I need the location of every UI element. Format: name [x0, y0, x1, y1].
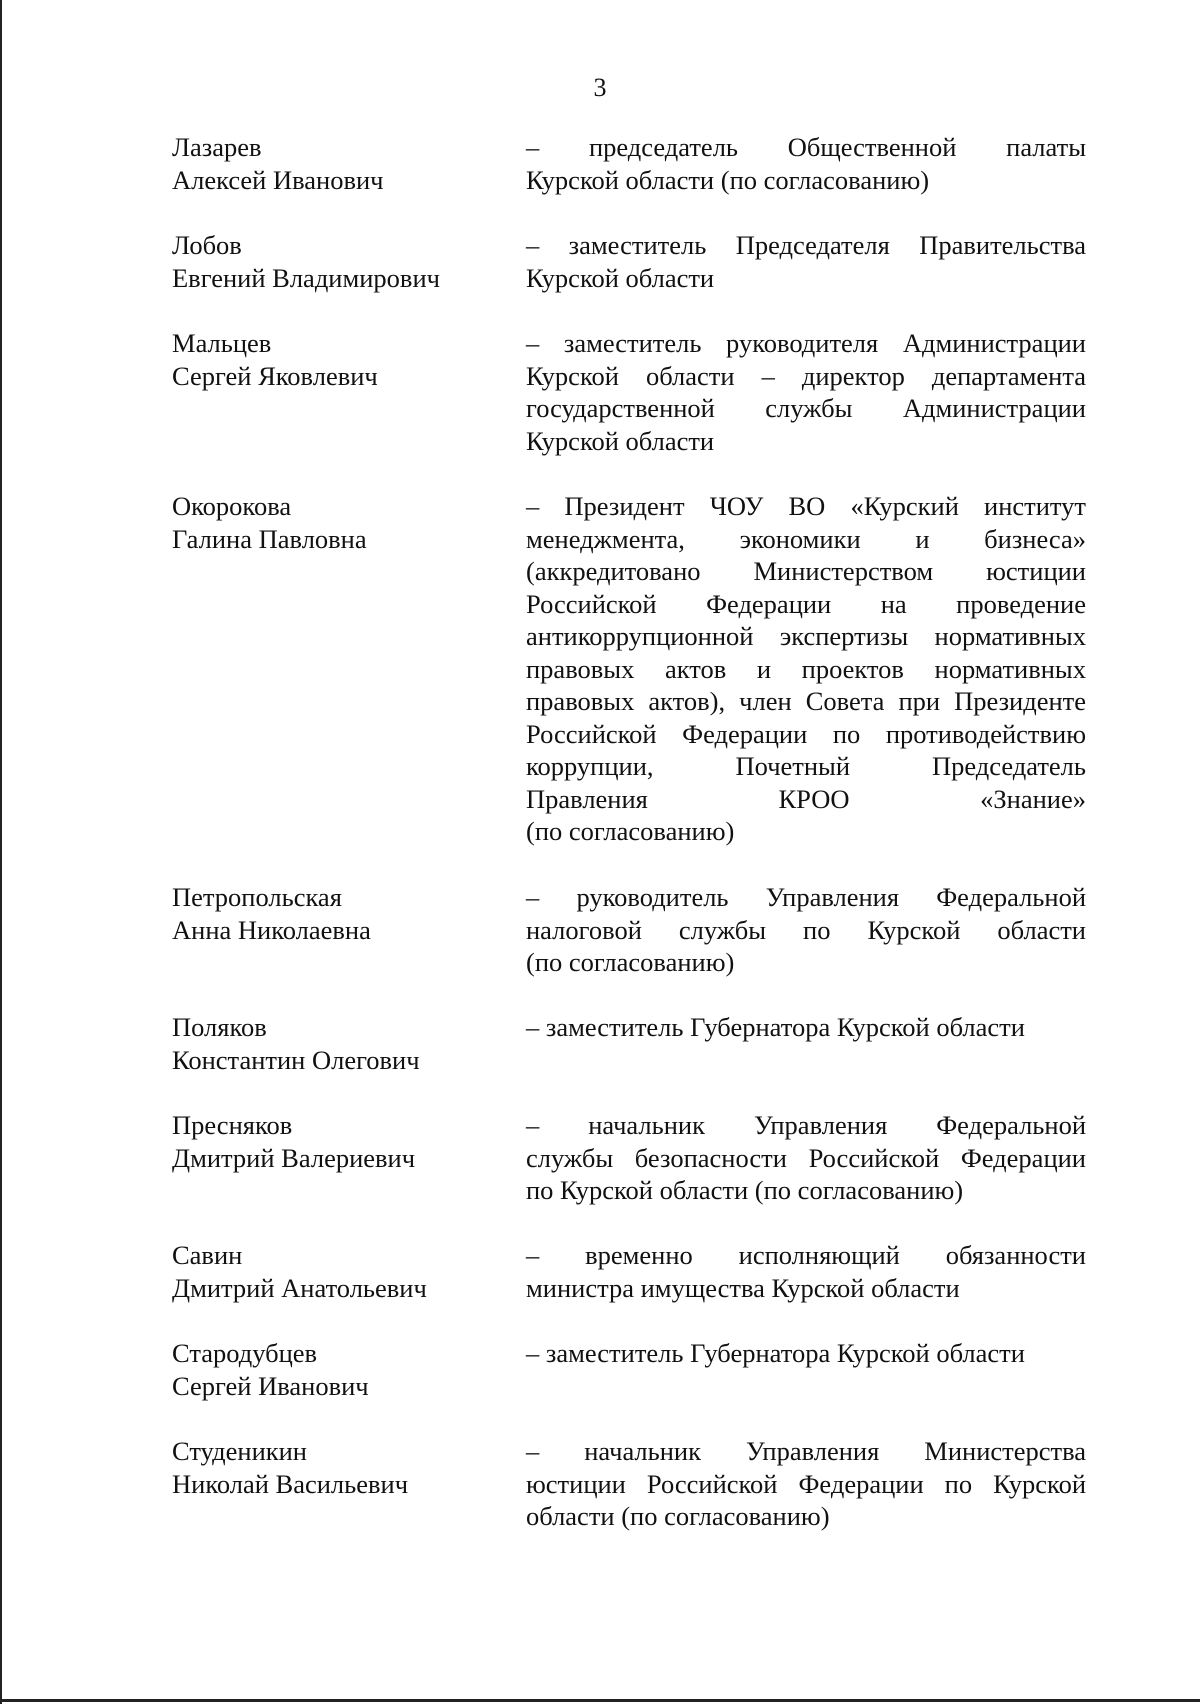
member-name [172, 131, 502, 196]
member-surname: Лазарев [172, 132, 262, 162]
role-line: правовых актов), член Совета при Президенте [526, 686, 1086, 716]
role-line: – заместитель Председателя Правительства [526, 230, 1086, 260]
role-line: (по согласованию) [526, 947, 735, 977]
role-line: – председатель Общественной палаты [526, 132, 1086, 162]
role-line: по Курской области (по согласованию) [526, 1175, 964, 1205]
role-line: правовых актов и проектов нормативных [526, 653, 1086, 684]
role-line: (по согласованию) [526, 816, 735, 846]
member-role [526, 1011, 1086, 1044]
page-number: 3 [593, 73, 607, 102]
member-name [172, 1239, 502, 1304]
member-name [172, 327, 502, 392]
member-given-name: Дмитрий Валериевич [172, 1142, 416, 1173]
member-name [172, 229, 502, 294]
role-line: – заместитель Губернатора Курской области [526, 1012, 1025, 1042]
member-role [526, 1337, 1086, 1370]
role-line: – начальник Управления Федеральной [526, 1110, 1086, 1140]
role-line: – начальник Управления Министерства [526, 1436, 1086, 1466]
role-line: министра имущества Курской области [526, 1272, 960, 1303]
member-surname: Студеникин [172, 1436, 307, 1466]
member-surname: Поляков [172, 1012, 267, 1042]
role-line: государственной службы Администрации [526, 393, 1086, 423]
member-role [526, 1239, 1086, 1304]
member-name [172, 490, 502, 555]
member-given-name: Евгений Владимирович [172, 262, 440, 293]
role-line: Российской Федерации по противодействию [526, 718, 1086, 749]
member-given-name: Дмитрий Анатольевич [172, 1272, 427, 1303]
role-line: службы безопасности Российской Федерации [526, 1142, 1086, 1173]
role-line: коррупции, Почетный Председатель [526, 751, 1086, 781]
member-surname: Окорокова [172, 491, 292, 521]
member-surname: Петропольская [172, 882, 342, 912]
role-line: налоговой службы по Курской области [526, 914, 1086, 945]
member-name [172, 1109, 502, 1174]
role-line: – Президент ЧОУ ВО «Курский институт [526, 491, 1086, 521]
member-name [172, 881, 502, 946]
member-given-name: Сергей Яковлевич [172, 360, 378, 391]
member-name [172, 1435, 502, 1500]
member-name [172, 1337, 502, 1402]
role-line: Курской области [526, 262, 715, 293]
role-line: юстиции Российской Федерации по Курской [526, 1468, 1086, 1499]
member-given-name: Галина Павловна [172, 523, 367, 554]
role-line: – заместитель Губернатора Курской области [526, 1338, 1025, 1368]
member-role [526, 1109, 1086, 1207]
member-name [172, 1011, 502, 1076]
member-role [526, 327, 1086, 457]
scan-edge-bottom [0, 1699, 1200, 1702]
role-line: – заместитель руководителя Администрации [526, 328, 1086, 358]
member-role [526, 881, 1086, 979]
member-given-name: Анна Николаевна [172, 914, 371, 945]
role-line: – временно исполняющий обязанности [526, 1240, 1086, 1270]
member-role [526, 229, 1086, 294]
member-given-name: Алексей Иванович [172, 164, 384, 195]
role-line: Правления КРОО «Знание» [526, 783, 1086, 814]
member-role [526, 131, 1086, 196]
role-line: (аккредитовано Министерством юстиции [526, 556, 1086, 586]
role-line: Курской области [526, 425, 715, 456]
role-line: Российской Федерации на проведение [526, 588, 1086, 619]
member-surname: Лобов [172, 230, 242, 260]
role-line: области (по согласованию) [526, 1501, 830, 1531]
member-given-name: Сергей Иванович [172, 1370, 369, 1401]
member-role [526, 1435, 1086, 1533]
role-line: менеджмента, экономики и бизнеса» [526, 523, 1086, 554]
role-line: Курской области – директор департамента [526, 360, 1086, 391]
scan-edge-left [0, 0, 2, 1704]
member-given-name: Константин Олегович [172, 1044, 420, 1075]
role-line: Курской области (по согласованию) [526, 164, 930, 195]
member-surname: Пресняков [172, 1110, 293, 1140]
member-role [526, 490, 1086, 848]
member-given-name: Николай Васильевич [172, 1468, 409, 1499]
member-surname: Стародубцев [172, 1338, 318, 1368]
role-line: антикоррупционной экспертизы нормативных [526, 621, 1086, 651]
member-surname: Савин [172, 1240, 243, 1270]
member-surname: Мальцев [172, 328, 272, 358]
role-line: – руководитель Управления Федеральной [526, 882, 1086, 912]
